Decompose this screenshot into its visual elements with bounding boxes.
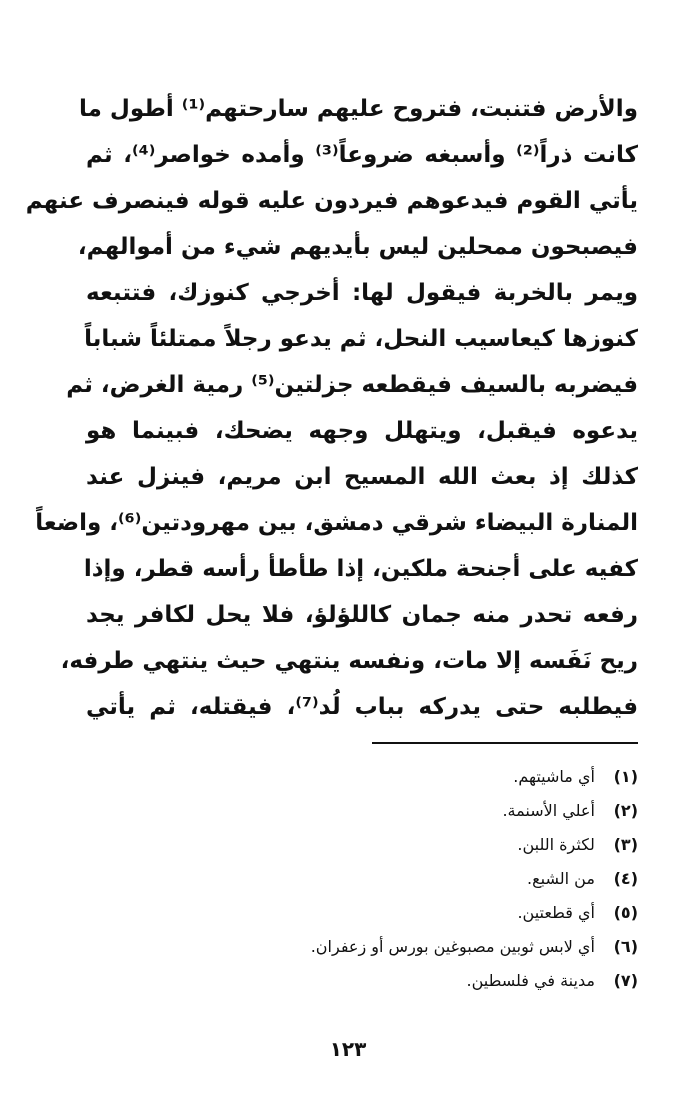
text-line: المنارة البيضاء شرقي دمشق، بين مهرودتين⁽⁶⁾، واضعاً bbox=[35, 510, 638, 536]
page-number: ١٢٣ bbox=[329, 1037, 367, 1061]
footnotes-list bbox=[120, 760, 638, 998]
footnote-item bbox=[120, 794, 638, 828]
footnote-text: أي ماشيتهم. bbox=[513, 767, 595, 786]
text-line: فيصبحون ممحلين ليس بأيديهم شيء من أموالهم، bbox=[77, 234, 638, 260]
footnote-number: (٦) bbox=[613, 937, 638, 956]
footnote-item bbox=[120, 760, 638, 794]
footnote-item bbox=[120, 964, 638, 998]
text-line: يأتي القوم فيدعوهم فيردون عليه قوله فينصرف عنهم bbox=[25, 188, 638, 214]
footnote-text: لكثرة اللبن. bbox=[517, 835, 595, 854]
main-text bbox=[25, 86, 639, 730]
text-line: كذلك إذ بعث الله المسيح ابن مريم، فينزل عند bbox=[86, 464, 638, 490]
footnote-item bbox=[120, 862, 638, 896]
footnote-divider bbox=[372, 742, 638, 744]
text-line: كفيه على أجنحة ملكين، إذا طأطأ رأسه قطر، وإذا bbox=[83, 556, 638, 582]
footnote-text: من الشبع. bbox=[527, 869, 595, 888]
footnote-item bbox=[120, 896, 638, 930]
footnote-number: (٥) bbox=[613, 903, 638, 922]
text-line: كنوزها كيعاسيب النحل، ثم يدعو رجلاً ممتلئاً شباباً bbox=[84, 326, 638, 352]
footnote-number: (١) bbox=[613, 767, 638, 786]
footnote-text: مدينة في فلسطين. bbox=[466, 971, 595, 990]
text-line: كانت ذراً⁽²⁾ وأسبغه ضروعاً⁽³⁾ وأمده خواصر⁽⁴⁾، ثم bbox=[86, 142, 639, 168]
footnote-number: (٣) bbox=[613, 835, 638, 854]
footnote-item bbox=[120, 828, 638, 862]
footnote-text: أعلي الأسنمة. bbox=[502, 801, 595, 820]
footnote-text: أي قطعتين. bbox=[517, 903, 595, 922]
footnote-item bbox=[120, 930, 638, 964]
footnote-text: أي لابس ثوبين مصبوغين بورس أو زعفران. bbox=[310, 937, 595, 956]
text-line: فيطلبه حتى يدركه بباب لُد⁽⁷⁾، فيقتله، ثم يأتي bbox=[86, 694, 639, 720]
footnote-number: (٧) bbox=[613, 971, 638, 990]
text-line: يدعوه فيقبل، ويتهلل وجهه يضحك، فبينما هو bbox=[86, 418, 638, 444]
text-line: ريح نَفَسه إلا مات، ونفسه ينتهي حيث ينتهي طرفه، bbox=[60, 648, 638, 674]
text-line: ويمر بالخربة فيقول لها: أخرجي كنوزك، فتتبعه bbox=[86, 280, 638, 306]
footnote-number: (٢) bbox=[613, 801, 638, 820]
text-line: رفعه تحدر منه جمان كاللؤلؤ، فلا يحل لكافر يجد bbox=[86, 602, 638, 628]
text-line: والأرض فتنبت، فتروح عليهم سارحتهم⁽¹⁾ أطول ما bbox=[78, 96, 638, 122]
text-line: فيضربه بالسيف فيقطعه جزلتين⁽⁵⁾ رمية الغرض، ثم bbox=[66, 372, 638, 398]
footnote-number: (٤) bbox=[613, 869, 638, 888]
